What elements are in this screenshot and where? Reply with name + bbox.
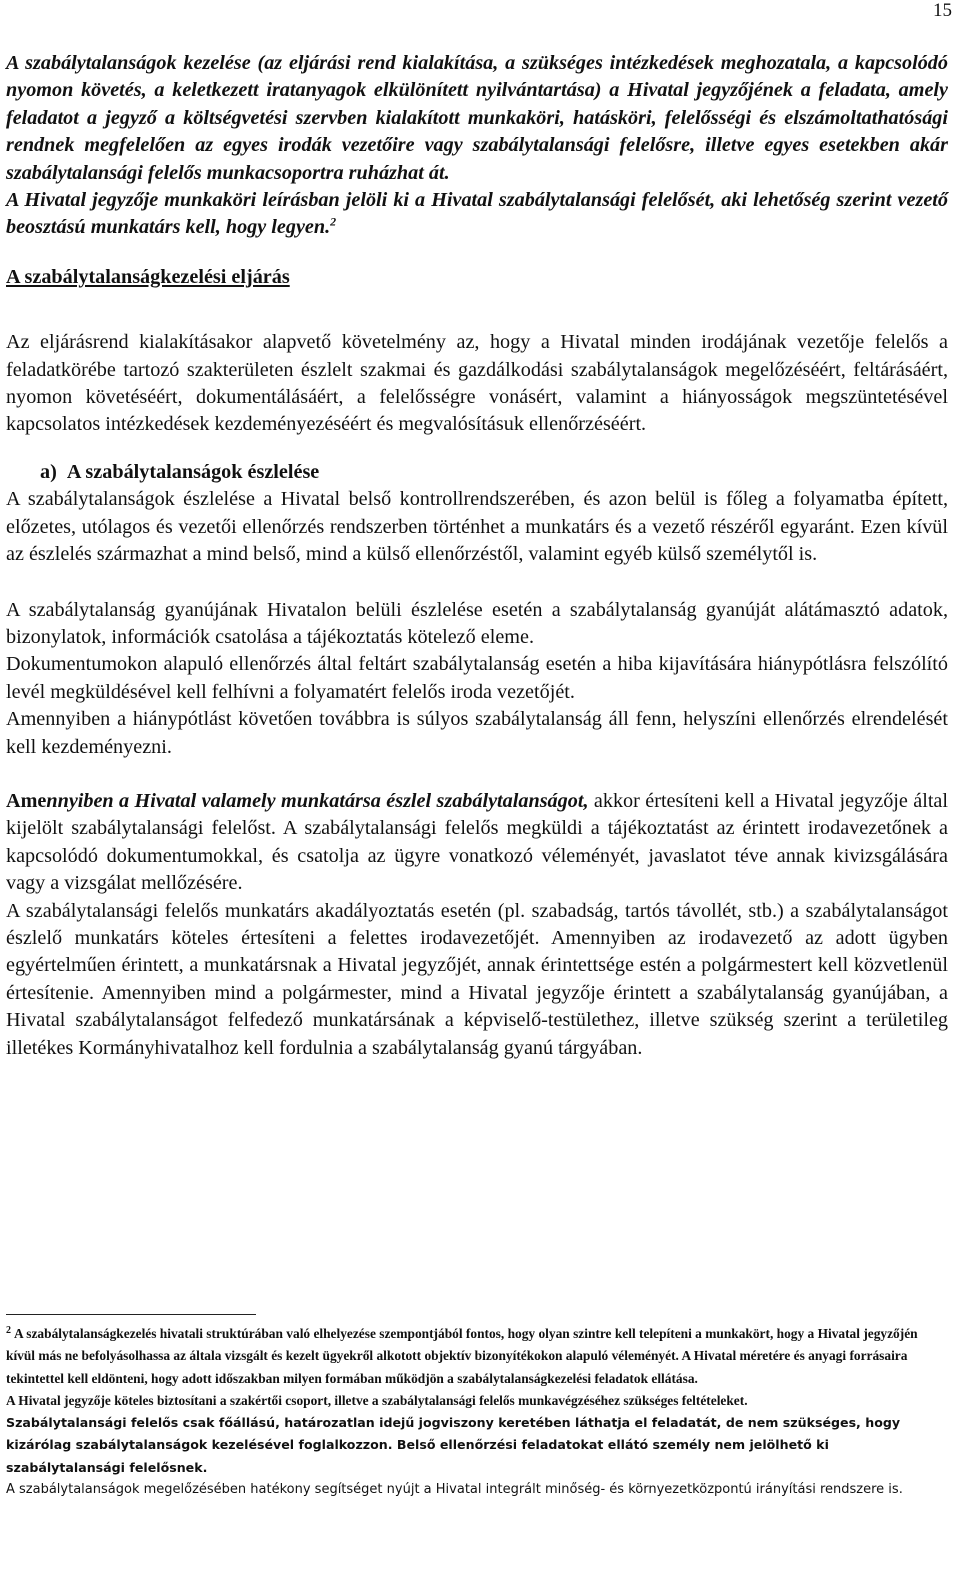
footnote-line-3: Szabálytalansági felelős csak főállású, határozatlan idejű jogviszony keretében láthatja el feladatát, de nem szükséges, hogy kizárólag szabálytalanságok kezelésével foglalkozzon. Belső ellenőrzési feladatokat ellátó személy nem jelölhető ki szabálytalansági felelősnek. <box>6 1415 901 1475</box>
subsection-paragraph-1: A szabálytalanságok észlelése a Hivatal belső kontrollrendszerében, és azon belül is főleg a folyamatba épített, előzetes, utólagos és vezetői ellenőrzés rendszerben történhet a munkatárs és a vezető részéről egyaránt. Ezen kívül az észlelés származhat a mind belső, mind a külső ellenőrzéstől, valamint egyéb külső személytől is. <box>6 488 948 566</box>
subsection-title: A szabálytalanságok észlelése <box>66 460 320 483</box>
footnote-reference[interactable]: 2 <box>330 214 337 229</box>
section-heading: A szabálytalanságkezelési eljárás <box>6 265 290 288</box>
footnotes <box>6 1323 948 1501</box>
subsection-label: a) <box>40 460 57 483</box>
footnote-line-4: A szabálytalanságok megelőzésében hatékony segítséget nyújt a Hivatal integrált minőség- és környezetközpontú irányítási rendszere is. <box>6 1482 903 1498</box>
intro-paragraph-2-text: A Hivatal jegyzője munkaköri leírásban jelöli ki a Hivatal szabálytalansági felelősét, aki lehetőség szerint vezető beosztású munkatárs kell, hogy legyen. <box>6 189 948 239</box>
paragraph-5-lead-bold: Ame <box>6 789 47 812</box>
footnote-line-2: A Hivatal jegyzője köteles biztosítani a szakértői csoport, illetve a szabálytalansági felelős munkavégzéséhez szükséges feltételeket. <box>6 1392 748 1408</box>
subsection-paragraph-2: A szabálytalanság gyanújának Hivatalon belüli észlelése esetén a szabálytalanság gyanúját alátámasztó adatok, bizonylatok, információk csatolása a tájékoztatás kötelező eleme. <box>6 598 948 648</box>
subsection-paragraph-4: Amennyiben a hiánypótlást követően továbbra is súlyos szabálytalanság áll fenn, helyszíni ellenőrzés elrendelését kell kezdeményezni. <box>6 708 948 758</box>
footnote-line-1: A szabálytalanságkezelés hivatali struktúrában való elhelyezése szempontjából fontos, hogy olyan szintre kell telepíteni a munkakört, hogy a Hivatal jegyzőjén kívül más ne befolyásolhassa az általa vizsgált és kezelt ügyekről alkotott objektív bizonyítékokon alapuló véleményét. A Hivatal méretére és anyagi forrásaira tekintettel kell eldönteni, hogy adott időszakban milyen formában működjön a szabálytalanságkezelési feladatok ellátása. <box>6 1326 918 1386</box>
footnote-1 <box>6 1323 948 1390</box>
footnote-marker: 2 <box>6 1324 11 1336</box>
subsection-paragraph-5 <box>6 788 948 898</box>
main-content <box>6 50 948 1062</box>
section-paragraph: Az eljárásrend kialakításakor alapvető követelmény az, hogy a Hivatal minden irodájának vezetője felelős a feladatkörébe tartozó szakterületen észlelt szakmai és gazdálkodási szabálytalanságok megelőzéséért, feltárásáért, nyomon követéséért, dokumentálásáért, a felelősségre vonásért, valamint a hiányosságok megszüntetésével kapcsolatos intézkedések kezdeményezéséért és megvalósításuk ellenőrzéséért. <box>6 331 948 436</box>
subsection-paragraph-6: A szabálytalansági felelős munkatárs akadályoztatás esetén (pl. szabadság, tartós távollét, stb.) a szabálytalanságot észlelő munkatárs köteles értesíteni a felettes irodavezetőjét. Amennyiben az irodavezető az adott ügyben egyértelműen érintett, a munkatársnak a Hivatal jegyzőjét, annak érintettsége estén a polgármestert kell közvetlenül értesítenie. Amennyiben mind a polgármester, mind a Hivatal jegyzője érintett a szabálytalanság gyanújában, a Hivatal szabálytalanságot felfedező munkatársának a képviselő-testülethez, illetve szükség szerint a területileg illetékes Kormányhivatalhoz kell fordulnia a szabálytalanság gyanú tárgyában. <box>6 899 948 1059</box>
page-number: 15 <box>933 0 952 21</box>
paragraph-5-rest: akkor értesíteni kell a Hivatal jegyzője által kijelölt szabálytalansági felelőst. A szabálytalansági felelős megküldi a tájékoztatást az érintett irodavezetőnek a kapcsolódó dokumentumokkal, és csatolja az ügyre vonatkozó véleményét, javaslatot téve annak kivizsgálására vagy a vizsgálat mellőzésére. <box>6 789 948 895</box>
subsection-paragraph-3: Dokumentumokon alapuló ellenőrzés által feltárt szabálytalanság esetén a hiba kijavítására hiánypótlásra felszólító levél megküldésével kell felhívni a folyamatért felelős iroda vezetőjét. <box>6 653 948 703</box>
intro-paragraph-2 <box>6 187 948 242</box>
paragraph-5-lead-italic: nnyiben a Hivatal valamely munkatársa észlel szabálytalanságot, <box>46 789 589 812</box>
footnote-separator <box>6 1314 256 1315</box>
intro-paragraph-1: A szabálytalanságok kezelése (az eljárási rend kialakítása, a szükséges intézkedések meghozatala, a kapcsolódó nyomon követés, a keletkezett iratanyagok elkülönített nyilvántartása) a Hivatal jegyzőjének a feladata, amely feladatot a jegyző a költségvetési szervben kialakított munkaköri, hatásköri, felelősségi és elszámoltathatósági rendnek megfelelően az egyes irodák vezetőire vagy szabálytalansági felelősre, illetve egyes esetekben akár szabálytalansági felelős munkacsoportra ruházhat át. <box>6 52 948 184</box>
subsection-heading <box>6 459 948 486</box>
